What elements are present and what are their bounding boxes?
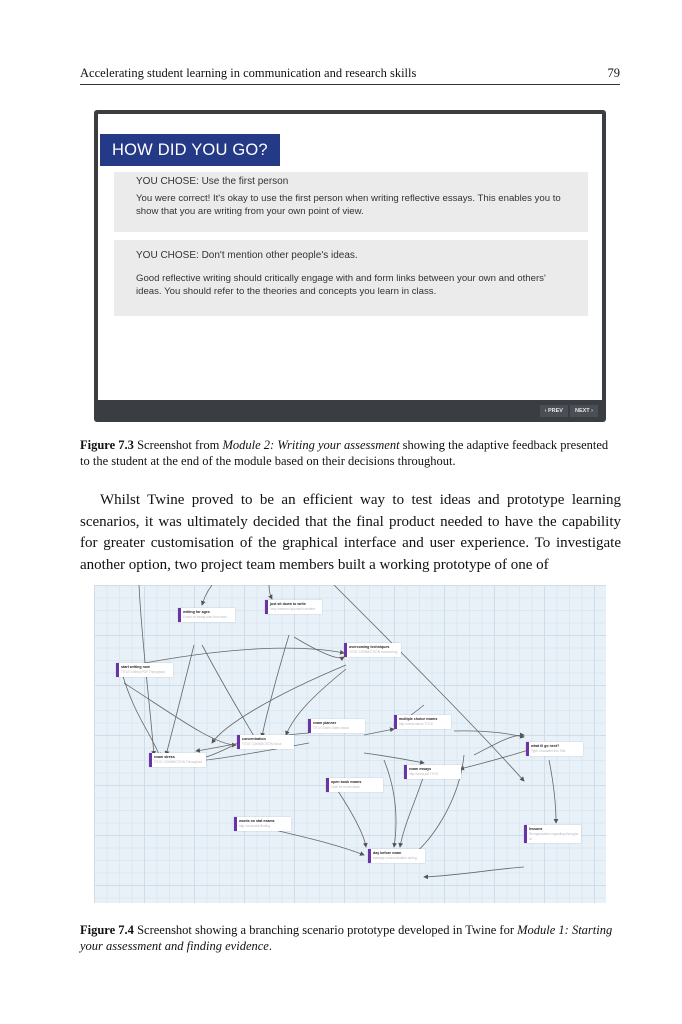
passage-excerpt: TITLE Exam Dates about [313,726,349,731]
passage-exam-essays[interactable] [404,765,461,779]
passage-title: exam essays [409,767,432,771]
link-arrow [424,867,524,877]
passage-excerpt: http://www.pdf TITLE [409,772,439,777]
link-arrow [269,585,272,599]
figure-7-3-caption [80,437,620,469]
next-button[interactable]: NEXT › [570,405,598,417]
passage-title: words on stat exams [239,819,275,823]
passage-title: open book exams [331,780,362,784]
caption-label: Figure 7.3 [80,438,134,452]
link-arrow [549,760,556,823]
passage-excerpt: http://www.nature TITLE [399,722,434,727]
feedback-box-2 [114,240,588,316]
running-head-title: Accelerating student learning in communication and research skills [80,66,417,80]
prev-button[interactable]: ‹ PREV [540,405,568,417]
caption-text: Screenshot from [133,438,223,452]
passage-concentration[interactable] [237,735,294,749]
passage-excerpt: TITLE CONNECTION focus [242,742,282,747]
caption-text: showing the adaptive feedback presented to the student at the end of the module based on their decisions throughout. [80,438,609,468]
passage-excerpt: TITLE Embed PDF Throughout [121,670,166,675]
passage-words-on-stat[interactable] [234,817,291,831]
figure-7-4-twine-map [94,585,606,903]
link-arrow [364,729,394,735]
passage-excerpt: Reorganisation regarding throughout [529,832,579,841]
caption-module: Module 2: Writing your assessment [222,438,400,452]
passage-just-sit-down[interactable] [265,600,322,614]
passage-title: concentration [242,737,266,741]
passage-title: start writing now [121,665,150,669]
running-head [80,64,620,85]
feedback-text-1: You were correct! It's okay to use the first person when writing reflective essays. This enables you to show that you are writing from your own point of view. [136,193,561,217]
passage-excerpt: TITLE CONNECTION Throughout [154,760,203,765]
passage-title: multiple choice exams [399,717,438,721]
passage-exam-planner[interactable] [308,719,365,733]
passage-excerpt: http://www.stat finding [239,824,271,829]
feedback-choice-1: YOU CHOSE: Use the first person [136,176,289,187]
link-arrow [364,753,424,763]
passage-title: just sit down to write [270,602,306,606]
feedback-choice-2: YOU CHOSE: Don't mention other people's ideas. [136,250,358,261]
link-arrow [384,760,396,847]
passage-what-to-go-next[interactable] [526,742,583,756]
passage-excerpt: Focus on essay plan from start [183,615,227,620]
feedback-text-2: Good reflective writing should critically engage with and form links between your own and others' ideas. You should refer to the theories and concepts you learn in class. [136,273,546,297]
caption-module: Module 1: Starting your assessment and finding evidence [80,923,613,953]
passage-start-writing-now[interactable] [116,663,173,677]
body-paragraph: Whilst Twine proved to be an efficient way to test ideas and prototype learning scenarios, it was ultimately decided that the final product needed to have the capability for greater customisation of the graphical interface and user experience. To investigate another option, two project team members built a working prototype of one of [80,492,621,573]
link-arrow [202,585,212,605]
passage-title: lessons [529,827,543,831]
passage-day-before-exam[interactable] [368,849,425,863]
link-arrow [202,645,259,745]
link-arrow [124,683,236,745]
link-arrow [166,645,194,755]
link-arrow [334,785,366,847]
page-number: 79 [607,66,620,80]
passage-excerpt: Very common approach student [270,607,316,612]
passage-excerpt: TITLE CONNECTION overcoming [349,650,398,655]
figure-7-4-caption [80,922,620,954]
passage-writing-for-ages[interactable] [178,608,235,622]
link-arrow [262,635,289,737]
feedback-box-1 [114,172,588,232]
passage-open-book[interactable] [326,778,383,792]
link-arrow [454,731,524,737]
passage-title: day before exam [373,851,402,855]
passage-lessons[interactable] [524,825,581,843]
passage-title: exam planner [313,721,337,725]
caption-text: Screenshot showing a branching scenario prototype developed in Twine for [133,923,518,937]
link-arrow [400,775,424,847]
passage-title: exam stress [154,755,175,759]
passage-title: overcoming techniques [349,645,390,649]
feedback-panel [98,114,602,400]
passage-overcoming-techniques[interactable] [344,643,401,657]
caption-label: Figure 7.4 [80,923,134,937]
link-arrow [294,637,344,658]
passage-excerpt: Type Character this Title [531,749,566,754]
passage-multiple-choice[interactable] [394,715,451,729]
passage-exam-stress[interactable] [149,753,206,767]
nav-bar [540,405,598,417]
figure-7-3-screenshot [94,110,606,422]
passage-excerpt: Click for more reads [331,785,360,790]
passage-excerpt: manage communication during [373,856,417,861]
feedback-banner: HOW DID YOU GO? [100,134,280,166]
link-arrow [474,735,524,755]
passage-title: writing for ages [183,610,210,614]
caption-text: . [268,939,272,953]
passage-title: what ill go next? [531,744,560,748]
link-arrow [334,585,524,781]
